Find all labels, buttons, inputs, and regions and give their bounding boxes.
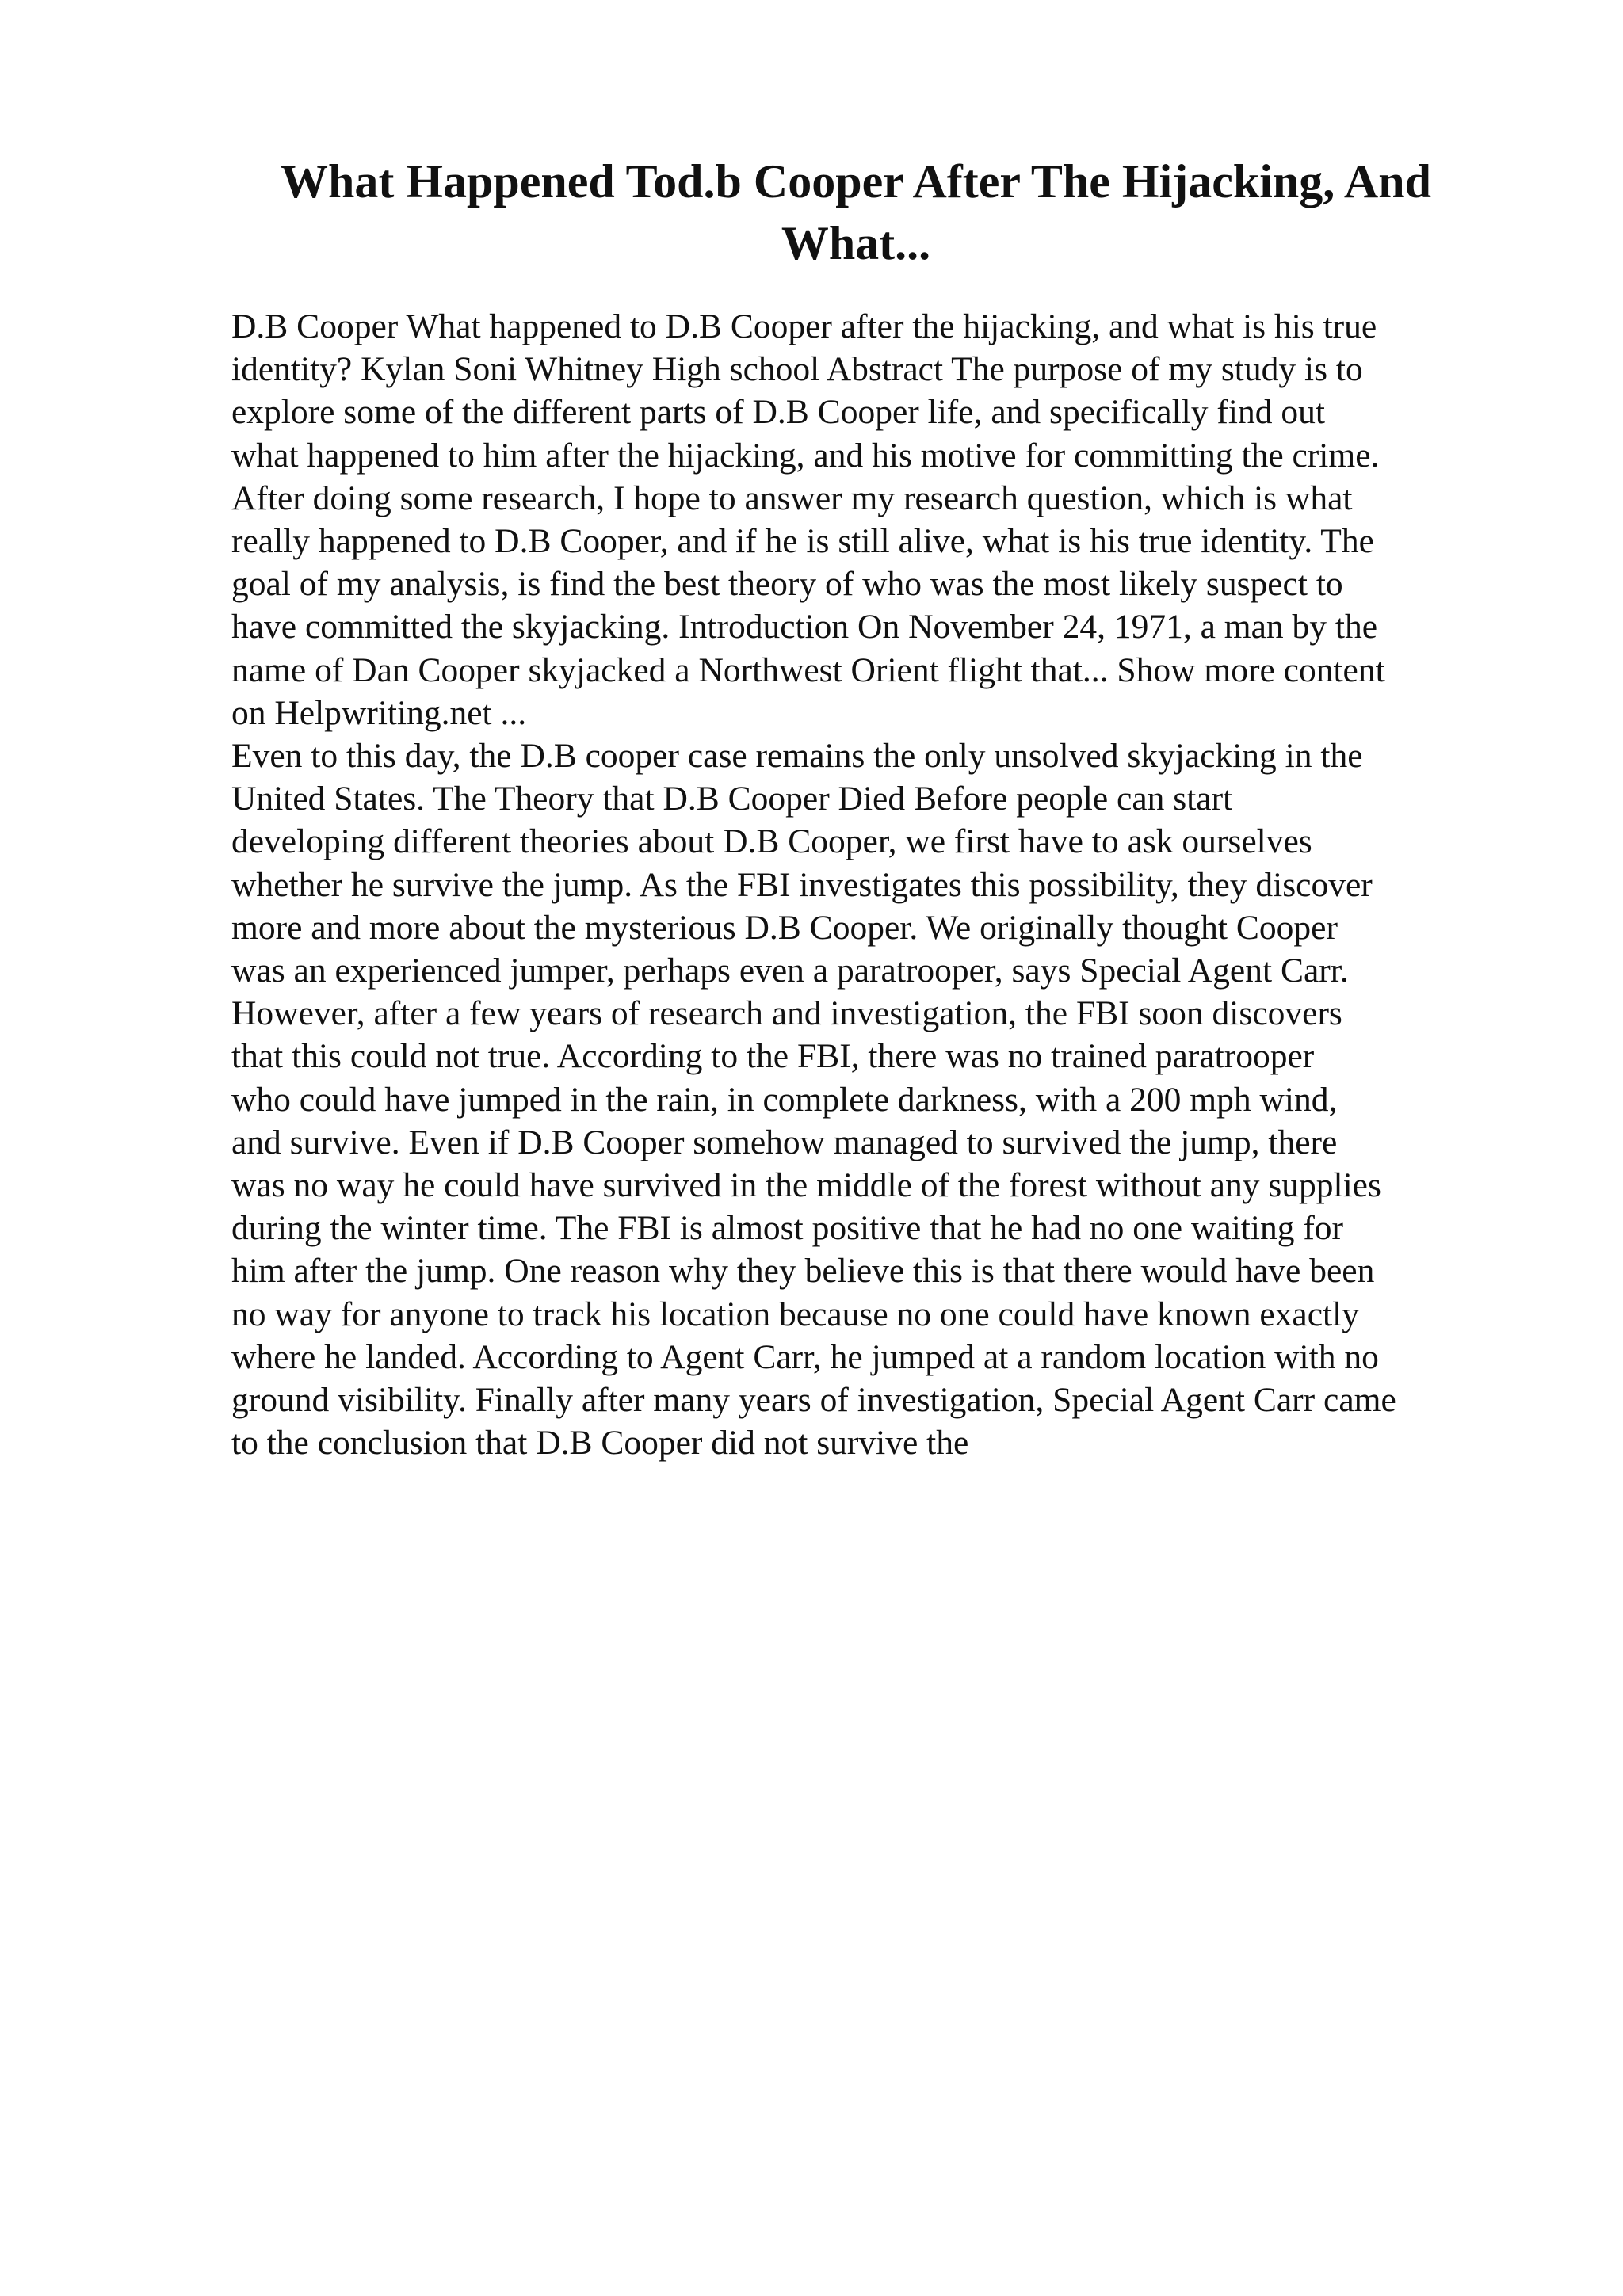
body-line: United States. The Theory that D.B Cooper Died Before people can start <box>231 780 1233 818</box>
body-line: during the winter time. The FBI is almost positive that he had no one waiting for <box>231 1209 1344 1248</box>
document-title <box>230 151 1482 274</box>
body-line: that this could not true. According to the FBI, there was no trained paratrooper <box>231 1037 1315 1076</box>
body-line: really happened to D.B Cooper, and if he is still alive, what is his true identity. The <box>231 522 1374 561</box>
body-line: who could have jumped in the rain, in complete darkness, with a 200 mph wind, <box>231 1080 1338 1119</box>
body-line: more and more about the mysterious D.B Cooper. We originally thought Cooper <box>231 908 1338 947</box>
body-line: ground visibility. Finally after many years of investigation, Special Agent Carr came <box>231 1381 1396 1420</box>
body-line: have committed the skyjacking. Introduction On November 24, 1971, a man by the <box>231 608 1378 646</box>
body-line: developing different theories about D.B Cooper, we first have to ask ourselves <box>231 822 1312 861</box>
body-line: was no way he could have survived in the middle of the forest without any supplies <box>231 1166 1381 1205</box>
document-body <box>231 305 1499 1464</box>
body-line: After doing some research, I hope to answer my research question, which is what <box>231 479 1353 517</box>
body-line: and survive. Even if D.B Cooper somehow managed to survived the jump, there <box>231 1123 1338 1161</box>
body-line: what happened to him after the hijacking, and his motive for committing the crime. <box>231 436 1380 475</box>
body-line: whether he survive the jump. As the FBI investigates this possibility, they discover <box>231 865 1373 904</box>
body-line: on Helpwriting.net ... <box>231 693 527 732</box>
body-line: no way for anyone to track his location because no one could have known exactly <box>231 1295 1359 1333</box>
body-line: where he landed. According to Agent Carr, he jumped at a random location with no <box>231 1337 1379 1376</box>
body-line: name of Dan Cooper skyjacked a Northwest Orient flight that... Show more content <box>231 650 1385 689</box>
body-line: Even to this day, the D.B cooper case remains the only unsolved skyjacking in the <box>231 737 1363 776</box>
body-line: goal of my analysis, is find the best theory of who was the most likely suspect to <box>231 565 1343 604</box>
body-line: him after the jump. One reason why they believe this is that there would have been <box>231 1252 1375 1291</box>
title-line: What Happened Tod.b Cooper After The Hijacking, And <box>280 155 1431 208</box>
body-line: identity? Kylan Soni Whitney High school Abstract The purpose of my study is to <box>231 350 1363 389</box>
body-line: was an experienced jumper, perhaps even a paratrooper, says Special Agent Carr. <box>231 952 1349 990</box>
body-line: explore some of the different parts of D.B Cooper life, and specifically find out <box>231 393 1325 432</box>
body-line: D.B Cooper What happened to D.B Cooper after the hijacking, and what is his true <box>231 307 1377 345</box>
title-line: What... <box>781 217 931 269</box>
body-line: to the conclusion that D.B Cooper did not survive the <box>231 1424 969 1463</box>
body-line: However, after a few years of research and investigation, the FBI soon discovers <box>231 994 1342 1033</box>
